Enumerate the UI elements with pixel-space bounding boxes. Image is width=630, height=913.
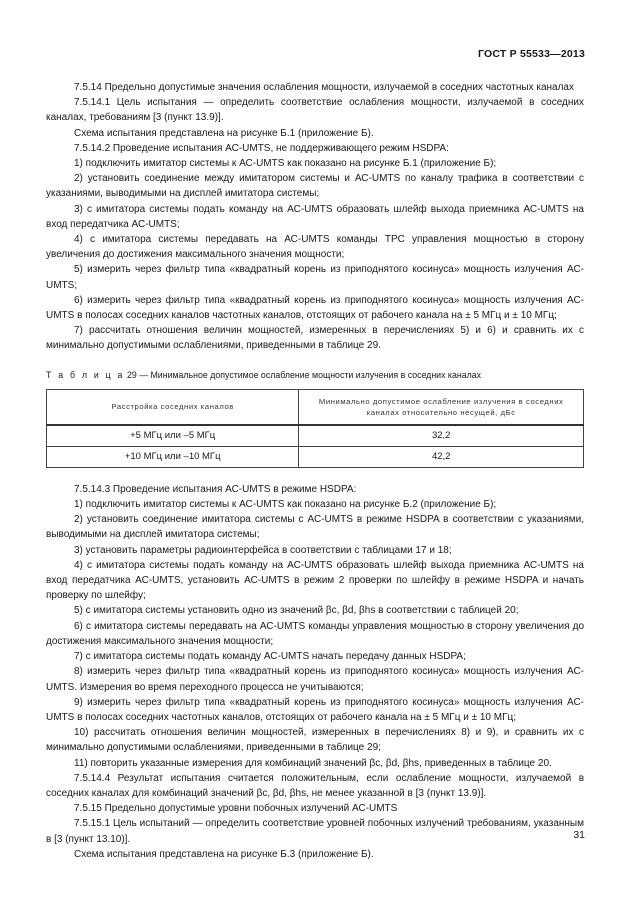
paragraph: 6) измерить через фильтр типа «квадратный корень из приподнятого косинуса» мощность излучения АС-UMTS в полосах соседних каналов частотных каналов, отстоящих от рабочего канала на ± 5 МГц и ± 10 МГц; <box>46 294 584 322</box>
cell-offset: +10 МГц или –10 МГц <box>47 446 299 467</box>
paragraph: 8) измерить через фильтр типа «квадратный корень из приподнятого косинуса» мощность излучения АС-UMTS. Измерения во время переходного процесса не учитываются; <box>46 666 584 693</box>
paragraph: 7.5.14.1 Цель испытания — определить соответствие ослабления мощности, излучаемой в соседних каналах, требованиям [3 (пункт 13.9)]. <box>46 97 584 124</box>
paragraph: 2) установить соединение имитатора системы с АС-UMTS в режиме HSDPA в соответствии с указаниями, выводимыми на дисплей имитатора системы; <box>46 514 584 541</box>
table-caption-prefix: Т а б л и ц а <box>46 369 125 380</box>
paragraph: 5) измерить через фильтр типа «квадратный корень из приподнятого косинуса» мощность излучения АС-UMTS; <box>46 264 584 291</box>
paragraph: 9) измерить через фильтр типа «квадратный корень из приподнятого косинуса» мощность излучения АС-UMTS в полосах соседних частотных каналов, отстоящих от рабочего канала на ± 5 МГц и ± 10 МГц; <box>46 696 584 723</box>
cell-value: 42,2 <box>299 446 584 467</box>
paragraph: 7.5.15.1 Цель испытаний — определить соответствие уровней побочных излучений требованиям, указанным в [3 (пункт 13.10)]. <box>46 818 584 845</box>
paragraph: 7.5.14 Предельно допустимые значения ослабления мощности, излучаемой в соседних частотных каналах <box>74 82 574 93</box>
column-header-offset: Расстройка соседних каналов <box>47 389 299 425</box>
document-standard-header: ГОСТ Р 55533—2013 <box>477 48 585 60</box>
cell-offset: +5 МГц или –5 МГц <box>47 425 299 447</box>
table-caption <box>46 368 584 383</box>
paragraph: 3) с имитатора системы подать команду на АС-UMTS образовать шлейф выхода приемника АС-UMTS на вход передатчика АС-UMTS; <box>46 203 584 230</box>
paragraph: 7) рассчитать отношения величин мощностей, измеренных в перечислениях 5) и 6) и сравнить их с минимально допустимыми ослаблениями, приведенными в таблице 29. <box>46 325 584 352</box>
paragraph: Схема испытания представлена на рисунке Б.1 (приложение Б). <box>74 127 374 139</box>
paragraphs-top <box>46 80 584 354</box>
attenuation-table <box>46 389 584 468</box>
paragraph: 3) установить параметры радиоинтерфейса в соответствии с таблицами 17 и 18; <box>74 544 452 556</box>
table-header-row <box>47 389 584 425</box>
paragraph: 5) с имитатора системы установить одно из значений βc, βd, βhs в соответствии с таблицей 20; <box>74 605 519 617</box>
table-row <box>47 446 584 467</box>
paragraph: 4) с имитатора системы передавать на АС-UMTS команды ТРС управления мощностью в сторону увеличения до достижения максимального значения мощности; <box>46 234 584 261</box>
paragraph: 7.5.14.3 Проведение испытания АС-UMTS в режиме HSDPA: <box>74 483 357 495</box>
column-header-attenuation: Минимально допустимое ослабление излучения в соседних каналах относительно несущей, дБс <box>299 389 584 425</box>
paragraph: 4) с имитатора системы подать команду на АС-UMTS образовать шлейф выхода приемника АС-UMTS на вход передатчика АС-UMTS, установить АС-UMTS в режим 2 проверки по шлейфу в режиме HSDPA и начать проверку по шлейфу; <box>46 559 584 602</box>
cell-value: 32,2 <box>299 425 584 447</box>
paragraphs-bottom <box>46 482 584 862</box>
page-number: 31 <box>573 829 585 841</box>
paragraph: 7.5.14.4 Результат испытания считается положительным, если ослабление мощности, излучаемой в соседних каналах для комбинаций значений βc, βd, βhs, не менее указанной в [3 (пункт 13.9)]. <box>46 772 584 799</box>
table-caption-text: 29 — Минимальное допустимое ослабление мощности излучения в соседних каналах <box>127 369 482 380</box>
paragraph: 10) рассчитать отношения величин мощностей, измеренных в перечислениях 8) и 9), и сравнить их с минимально допустимыми ослаблениями, приведенными в таблице 29; <box>46 727 584 754</box>
paragraph: 1) подключить имитатор системы к АС-UMTS как показано на рисунке Б.1 (приложение Б); <box>74 158 497 170</box>
page-body <box>46 80 584 862</box>
paragraph: 1) подключить имитатор системы к АС-UMTS как показано на рисунке Б.2 (приложение Б); <box>74 499 497 511</box>
paragraph: 7) с имитатора системы подать команду АС-UMTS начать передачу данных HSDPA; <box>74 651 466 663</box>
paragraph: 2) установить соединение между имитатором системы и АС-UMTS по каналу трафика в соответствии с указаниями, выводимыми на дисплей имитатора системы; <box>46 173 584 200</box>
paragraph: 7.5.14.2 Проведение испытания АС-UMTS, не поддерживающего режим HSDPA: <box>74 142 449 154</box>
paragraph: Схема испытания представлена на рисунке Б.3 (приложение Б). <box>74 848 374 860</box>
table-row <box>47 425 584 447</box>
paragraph: 7.5.15 Предельно допустимые уровни побочных излучений АС-UMTS <box>74 803 398 815</box>
paragraph: 6) с имитатора системы передавать на АС-UMTS команды управления мощностью в сторону увеличения до достижения максимального значения мощности; <box>46 620 584 647</box>
paragraph: 11) повторить указанные измерения для комбинаций значений βc, βd, βhs, приведенных в таблице 20. <box>74 757 552 769</box>
